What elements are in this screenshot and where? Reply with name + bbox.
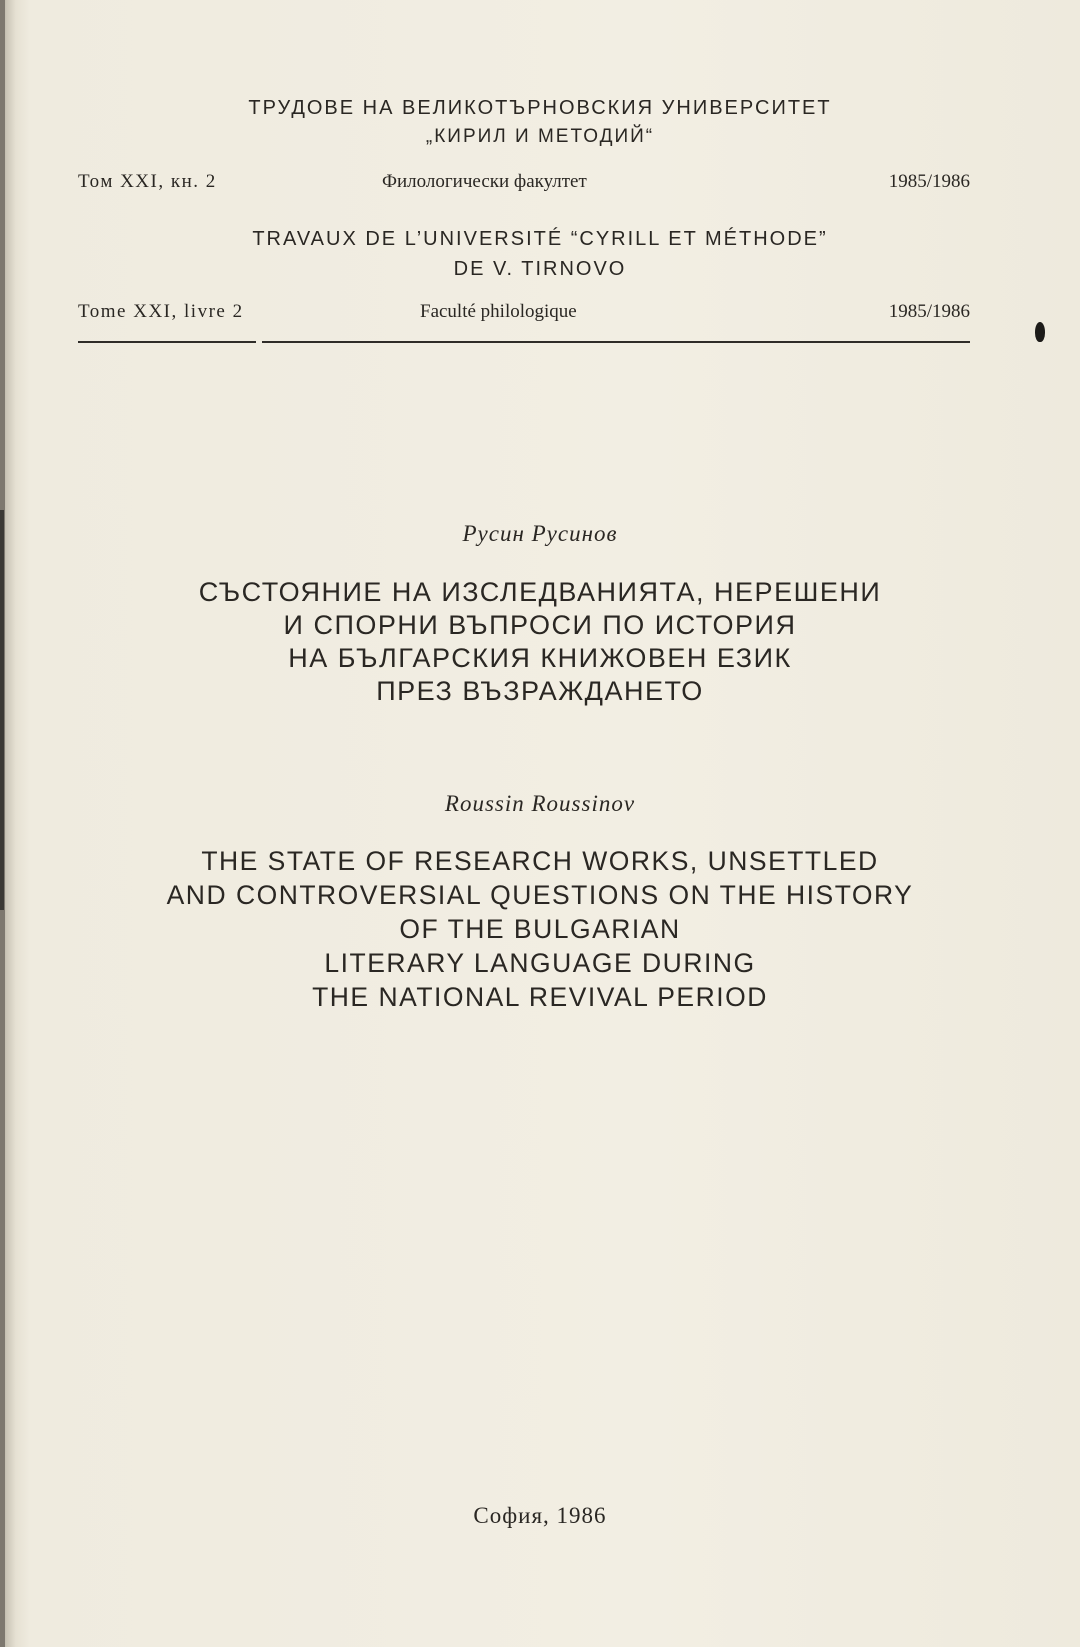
article-title-en-line-2: AND CONTROVERSIAL QUESTIONS ON THE HISTORY xyxy=(166,880,914,910)
article-title-bg-line-3: НА БЪЛГАРСКИЯ КНИЖОВЕН ЕЗИК xyxy=(288,643,792,673)
faculty-label-fr: Faculté philologique xyxy=(420,301,577,322)
article-title-en-line-3: OF THE BULGARIAN xyxy=(399,914,681,944)
article-title-bg-line-2: И СПОРНИ ВЪПРОСИ ПО ИСТОРИЯ xyxy=(283,610,797,640)
header-rule-right xyxy=(262,341,970,343)
ink-blot xyxy=(1035,322,1045,342)
university-subtitle-bg: „КИРИЛ И МЕТОДИЙ“ xyxy=(425,126,655,147)
article-title-bg-line-1: СЪСТОЯНИЕ НА ИЗСЛЕДВАНИЯТА, НЕРЕШЕНИ xyxy=(198,577,882,607)
article-title-en-line-1: THE STATE OF RESEARCH WORKS, UNSETTLED xyxy=(201,846,879,876)
author-name-bg: Русин Русинов xyxy=(462,521,618,546)
article-title-bg-line-4: ПРЕЗ ВЪЗРАЖДАНЕТО xyxy=(376,676,704,706)
header-info-row-fr xyxy=(78,301,970,325)
article-title-en-line-5: THE NATIONAL REVIVAL PERIOD xyxy=(312,982,768,1012)
header-info-row-bg xyxy=(78,171,970,195)
volume-label-fr: Tome XXI, livre 2 xyxy=(78,301,244,322)
years-label-fr: 1985/1986 xyxy=(888,301,970,322)
faculty-label-bg: Филологически факултет xyxy=(382,171,587,192)
university-name-bg: ТРУДОВЕ НА ВЕЛИКОТЪРНОВСКИЯ УНИВЕРСИТЕТ xyxy=(248,97,832,119)
article-title-en-line-4: LITERARY LANGUAGE DURING xyxy=(324,948,756,978)
volume-label-bg: Том XXI, кн. 2 xyxy=(78,171,217,192)
university-name-fr: TRAVAUX DE L’UNIVERSITÉ “CYRILL ET MÉTHODE” xyxy=(252,228,828,250)
years-label-bg: 1985/1986 xyxy=(888,171,970,192)
header-rule-left xyxy=(78,341,256,343)
author-name-en: Roussin Roussinov xyxy=(444,791,636,816)
publication-imprint: София, 1986 xyxy=(473,1503,607,1528)
university-subtitle-fr: DE V. TIRNOVO xyxy=(453,258,627,280)
